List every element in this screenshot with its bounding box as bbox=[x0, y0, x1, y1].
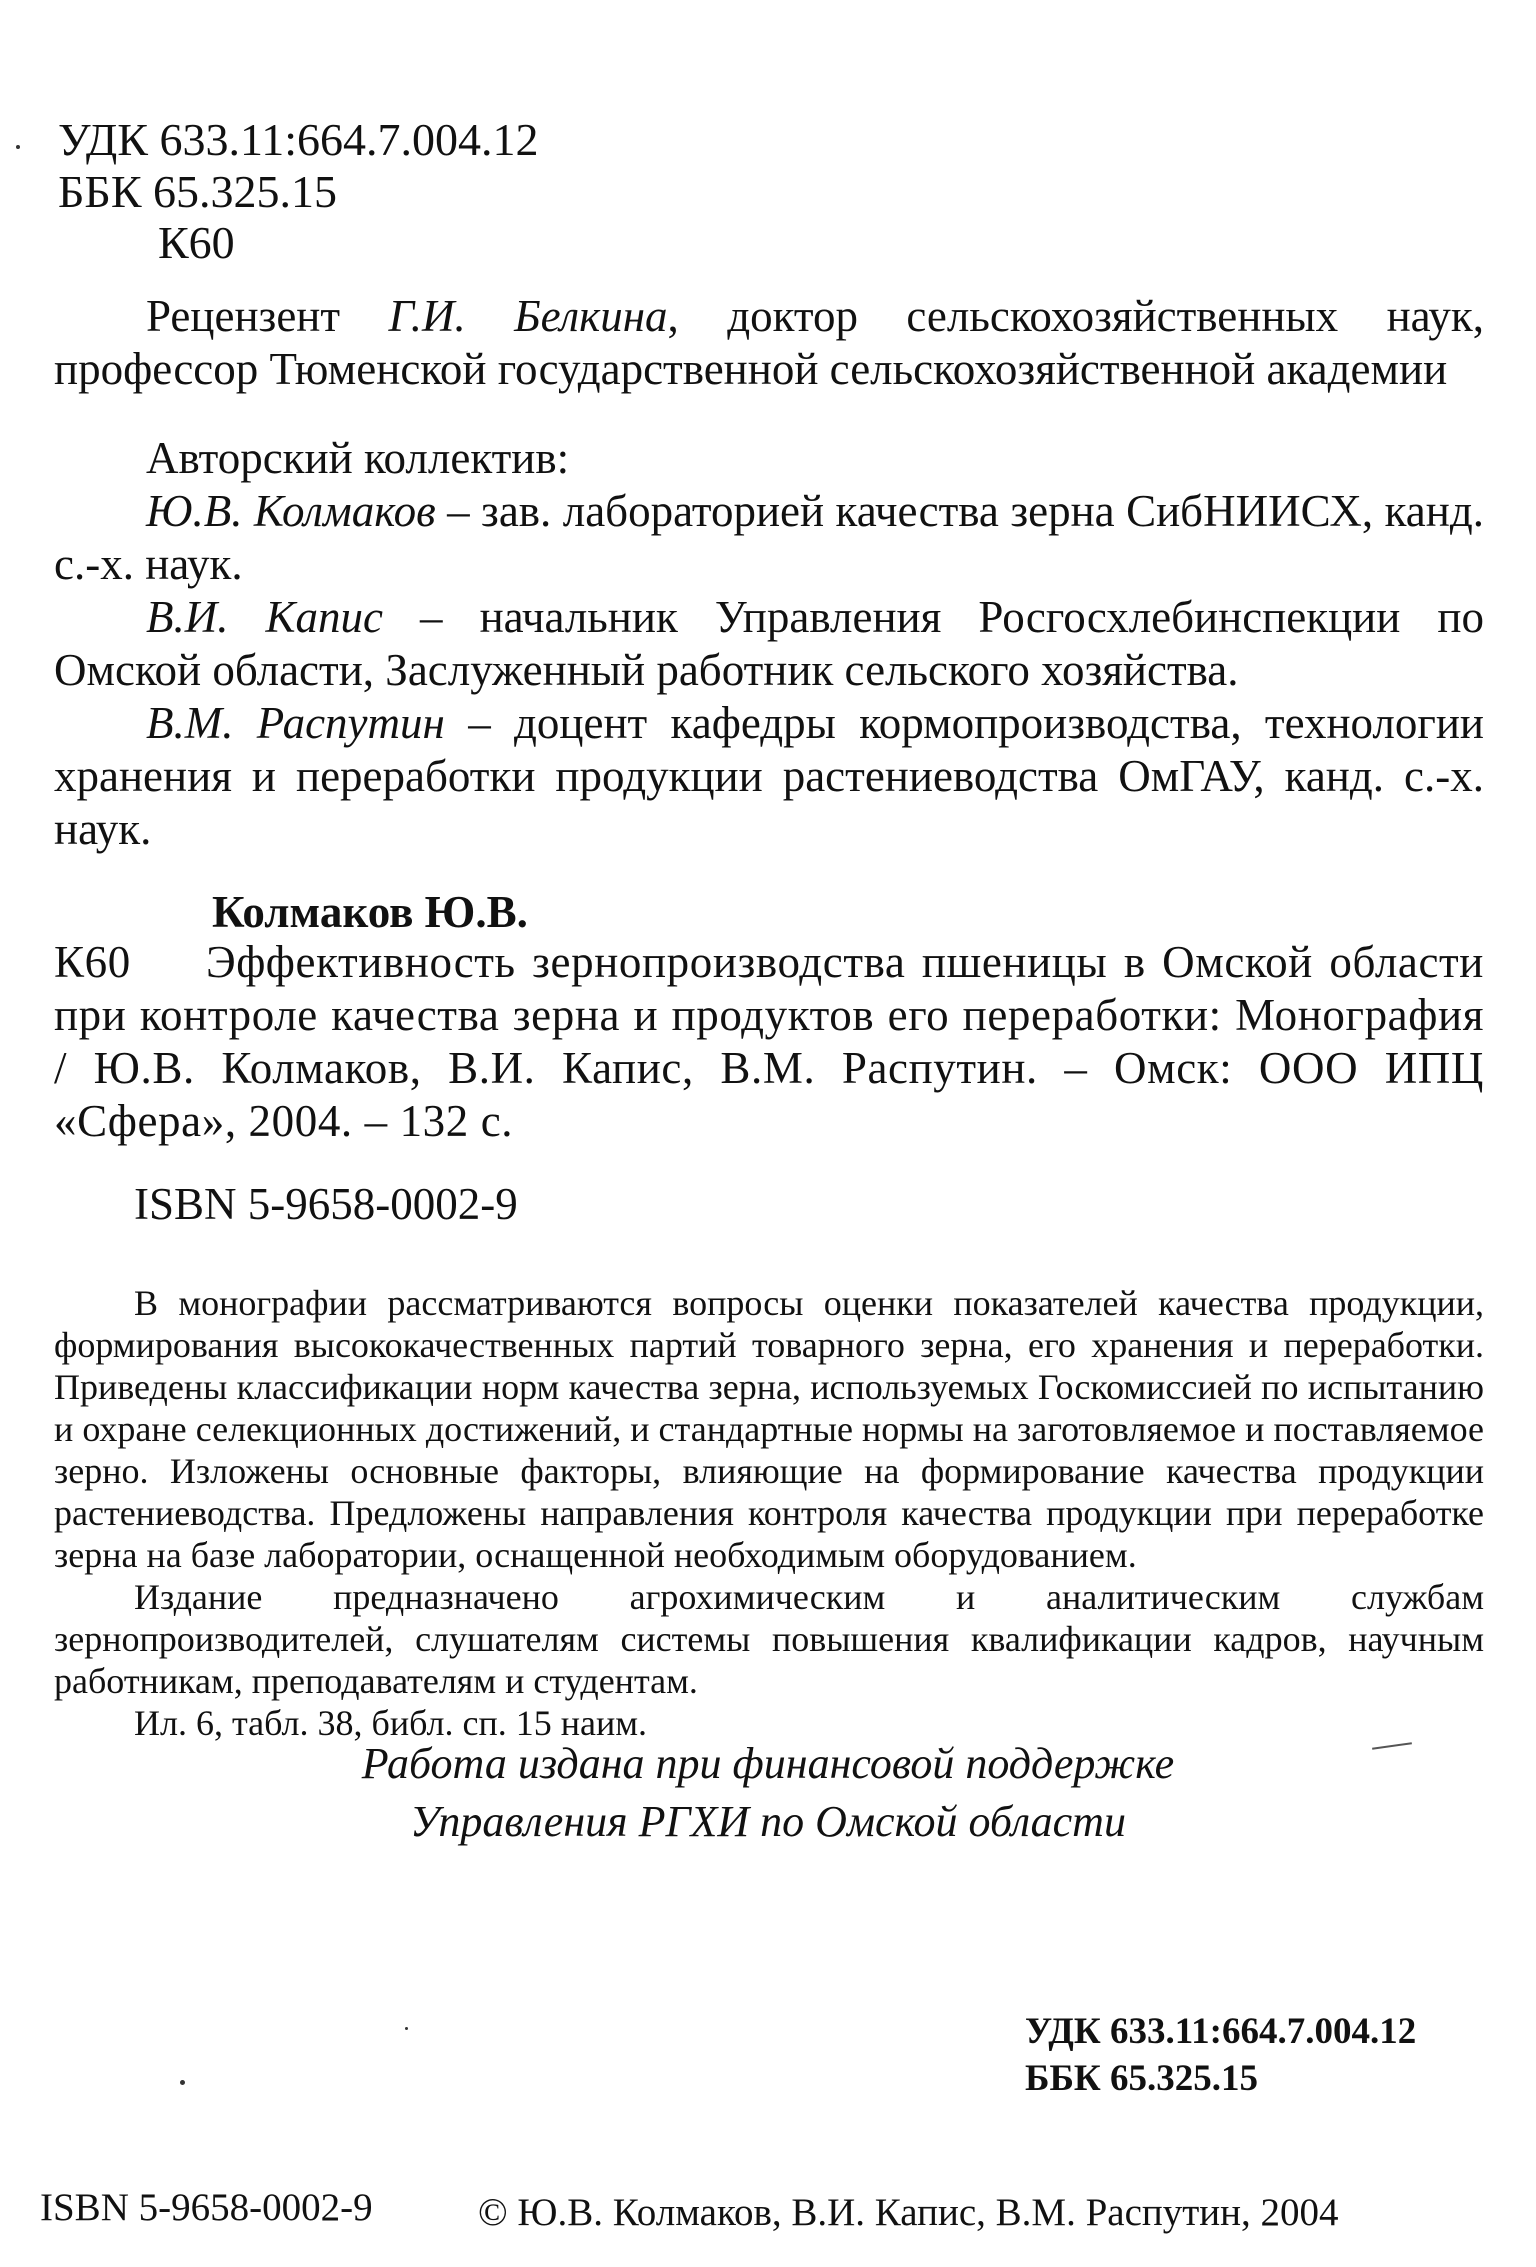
footer-copyright: © Ю.В. Колмаков, В.И. Капис, В.М. Распутин, 2004 bbox=[478, 2191, 1339, 2234]
finance-line-2: Управления РГХИ по Омской области bbox=[410, 1797, 1126, 1846]
reviewer-block bbox=[54, 290, 1484, 396]
author-item bbox=[54, 697, 1484, 856]
bibliographic-mark: К60 bbox=[54, 937, 131, 987]
reviewer-text: , доктор сельскохозяйственных наук, профессор Тюменской государственной сельскохозяйственной академии bbox=[54, 291, 1484, 394]
bbk-code: ББК 65.325.15 bbox=[58, 166, 338, 217]
scan-speck bbox=[180, 2080, 185, 2085]
author-text: – начальник Управления Росгосхлебинспекции по Омской области, Заслуженный работник сельского хозяйства. bbox=[54, 592, 1484, 695]
bibliographic-description: Эффективность зернопроизводства пшеницы в Омской области при контроле качества зерна и продуктов его переработки: Монография / Ю.В. Колмаков, В.И. Капис, В.М. Распутин. – Омск: ООО ИПЦ «Сфера», 2004. – 132 с. bbox=[54, 937, 1484, 1146]
author-name: Ю.В. Колмаков bbox=[146, 486, 436, 536]
bibliographic-author-heading: Колмаков Ю.В. bbox=[212, 887, 528, 937]
isbn-line: ISBN 5-9658-0002-9 bbox=[134, 1179, 518, 1229]
scan-speck bbox=[405, 2027, 408, 2030]
annotation-block bbox=[54, 1282, 1484, 1744]
finance-line-1: Работа издана при финансовой поддержке bbox=[361, 1739, 1175, 1788]
authors-block bbox=[54, 432, 1484, 856]
scan-speck bbox=[16, 145, 20, 149]
bibliographic-block bbox=[54, 936, 1484, 1148]
annotation-paragraph: Ил. 6, табл. 38, библ. сп. 15 наим. bbox=[134, 1703, 647, 1743]
author-name: В.М. Распутин bbox=[146, 698, 445, 748]
annotation-paragraph: В монографии рассматриваются вопросы оценки показателей качества продукции, формирования высококачественных партий товарного зерна, его хранения и переработки. Приведены классификации норм качества зерна, используемых Госкомиссией по испытанию и охране селекционных достижений, и стандартные нормы на заготовляемое и поставляемое зерно. Изложены основные факторы, влияющие на формирование качества продукции растениеводства. Предложены направления контроля качества продукции при переработке зерна на базе лаборатории, оснащенной необходимым оборудованием. bbox=[54, 1283, 1484, 1575]
author-item bbox=[54, 591, 1484, 697]
udk-code: УДК 633.11:664.7.004.12 bbox=[58, 114, 539, 165]
footer-bbk: ББК 65.325.15 bbox=[1025, 2058, 1259, 2099]
author-name: В.И. Капис bbox=[146, 592, 383, 642]
footer-udk: УДК 633.11:664.7.004.12 bbox=[1025, 2011, 1417, 2052]
finance-note bbox=[0, 1735, 1536, 1851]
annotation-paragraph: Издание предназначено агрохимическим и аналитическим службам зернопроизводителей, слушателям системы повышения квалификации кадров, научным работникам, преподавателям и студентам. bbox=[54, 1577, 1484, 1701]
author-text: – доцент кафедры кормопроизводства, технологии хранения и переработки продукции растениеводства ОмГАУ, канд. с.-х. наук. bbox=[54, 698, 1485, 854]
author-mark: К60 bbox=[158, 217, 235, 268]
author-text: – зав. лабораторией качества зерна СибНИИСХ, канд. с.-х. наук. bbox=[54, 486, 1485, 589]
author-item bbox=[54, 485, 1484, 591]
reviewer-name: Г.И. Белкина bbox=[388, 291, 668, 341]
authors-heading: Авторский коллектив: bbox=[146, 433, 570, 483]
reviewer-prefix: Рецензент bbox=[146, 291, 389, 341]
footer-isbn: ISBN 5-9658-0002-9 bbox=[40, 2186, 373, 2229]
